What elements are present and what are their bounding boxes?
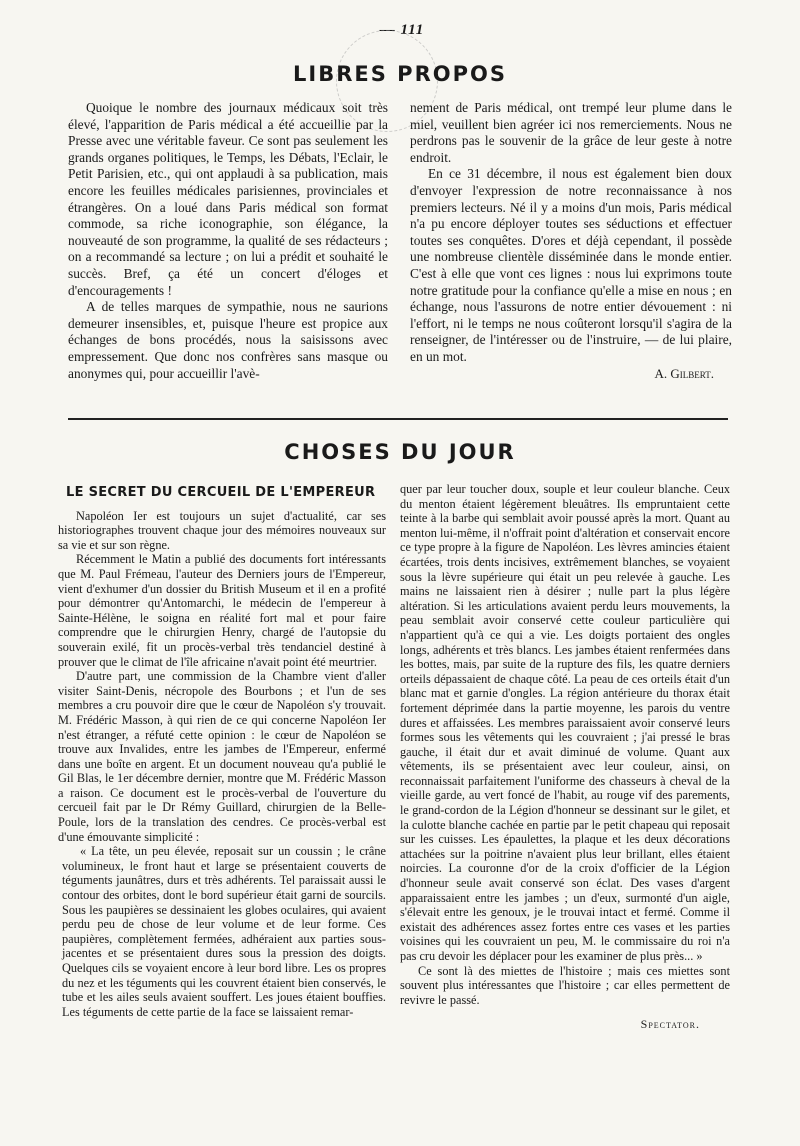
section-divider [68,418,728,420]
paragraph: Napoléon Ier est toujours un sujet d'actualité, car ses historiographes trouvent chaque jour des mémoires nouveaux sur sa vie et sur son règne. [58,508,386,552]
article-subtitle: LE SECRET DU CERCUEIL DE L'EMPEREUR [66,485,376,500]
paragraph: Ce sont là des miettes de l'histoire ; mais ces miettes sont souvent plus intéressantes que l'histoire ; car elles permettent de revivre le passé. [400,963,730,1007]
page-number: — 111 [379,22,425,38]
paragraph: D'autre part, une commission de la Chambre vient d'aller visiter Saint-Denis, nécropole des Bourbons ; et l'un de ses membres a cru pouvoir dire que le cœur de Napoléon s'y trouvait. M. Frédéric Masson, à qui rien de ce qui concerne Napoléon Ier n'est étranger, a réfuté cette opinion : le cœur de Napoléon se trouve aux Invalides, entre les jambes de l'Empereur, enfermé dans une boîte en argent. Et un document nouveau qu'a publié le Gil Blas, le 1er décembre dernier, montre que M. Frédéric Masson a raison. Ce document est le procès-verbal de l'ouverture du cercueil fait par le Dr Rémy Guillard, chirurgien de la Belle-Poule, lors de la translation des cendres. Ce procès-verbal est d'une émouvante simplicité : [58,669,386,844]
quoted-report: « La tête, un peu élevée, reposait sur un coussin ; le crâne volumineux, le front haut et large se présentaient couverts de téguments jaunâtres, durs et très adhérents. Tel paraissait aussi le contour des orbites, dont le bord supérieur était garni de sourcils. Sous les paupières se dessinaient les globes oculaires, qui avaient perdu peu de chose de leur volume et de leur forme. Ces paupières, complètement fermées, adhéraient aux parties sous-jacentes et se présentaient dures sous la pression des doigts. Quelques cils se voyaient encore à leur bord libre. Les os propres du nez et les téguments qui les couvrent étaient bien conservés, le tube et les ailes seuls avaient souffert. Les joues étaient bouffies. Les téguments de cette partie de la face se laissaient remar- [62,844,386,1019]
paragraph: Quoique le nombre des journaux médicaux soit très élevé, l'apparition de Paris médical a été accueillie par la Presse avec une véritable faveur. Ce sont pas seulement les grands organes politiques, le Temps, les Débats, l'Eclair, le Petit Parisien, etc., qui ont applaudi à sa publication, mais encore les feuilles médicales parisiennes, provinciales et étrangères. On a loué dans Paris médical son format commode, sa riche iconographie, son élégance, la nouveauté de son programme, la qualité de ses rédacteurs ; on a recommandé sa lecture ; on lui a prédit et souhaité le succès. Bref, ça été un concert d'éloges et d'encouragements ! [68,100,388,298]
section-title-choses-du-jour: CHOSES DU JOUR [284,440,516,464]
signature-gilbert: A. Gilbert. [654,365,714,381]
paragraph: A de telles marques de sympathie, nous ne saurions demeurer insensibles, et, puisque l'heure est propice aux échanges de bons procédés, nous la saisissons avec empressement. Que donc nos confrères sans masque ou anonymes qui, pour accueillir l'avè- [68,299,388,381]
signature-spectator: Spectator. [640,1017,700,1032]
libres-propos-right-column [410,100,732,382]
paragraph: nement de Paris médical, ont trempé leur plume dans le miel, veuillent bien agréer ici nos remerciements. Nous ne perdrons pas le souvenir de la grâce de leur geste à notre endroit. [410,100,732,165]
choses-du-jour-left-column [58,486,386,1019]
libres-propos-left-column [68,100,388,382]
section-title-libres-propos: LIBRES PROPOS [293,62,507,86]
choses-du-jour-right-column [400,482,730,1032]
paragraph: En ce 31 décembre, il nous est également bien doux d'envoyer l'expression de notre reconnaissance à nos premiers lecteurs. Né il y a moins d'un mois, Paris médical n'a pu encore déployer toutes ses séductions et effectuer toutes ses conquêtes. D'ores et déjà cependant, il possède une nombreuse clientèle disséminée dans le monde entier. C'est à elle que vont ces lignes : nous lui exprimons toute notre gratitude pour la confiance qu'elle a mise en nous ; en échange, nous l'assurons de notre entier dévouement : ni l'effort, ni le temps ne nous coûteront lorsqu'il s'agira de la renseigner, de l'intéresser ou de l'instruire, — de lui plaire, en un mot. [410,166,732,364]
paragraph: Récemment le Matin a publié des documents fort intéressants que M. Paul Frémeau, l'auteur des Derniers jours de l'Empereur, vient d'exhumer d'un dossier du British Museum et il en a profité pour démontrer qu'Antomarchi, le médecin de l'empereur à Sainte-Hélène, le soigna en réalité fort mal et pour faire comprendre que le chirurgien Henry, chargé de l'autopsie du souverain exilé, fit un procès-verbal très tendanciel destiné à prouver que le climat de l'île africaine n'avait point été meurtrier. [58,552,386,669]
quoted-report-continued: quer par leur toucher doux, souple et leur couleur blanche. Ceux du menton étaient légèrement bleuâtres. Ils empruntaient cette teinte à la barbe qui semblait avoir poussé après la mort. Quant au menton lui-même, il n'offrait point d'altération et conservait encore ce type propre à la figure de Napoléon. Les lèvres amincies étaient écartées, trois dents incisives, extrêmement blanches, se voyaient sous la lèvre supérieure qui était un peu relevée à gauche. Les mains ne laissaient rien à désirer ; nulle part la plus légère altération. Si les articulations avaient perdu leurs mouvements, la peau semblait avoir conservé cette couleur particulière qui n'appartient qu'à ce qui a vie. Les doigts portaient des ongles longs, adhérents et très blancs. Les jambes étaient renfermées dans les bottes, mais, par suite de la rupture des fils, les quatre derniers orteils dépassaient de chaque côté. La peau de ces orteils était d'un blanc mat et garnie d'ongles. La région antérieure du thorax était fortement déprimée dans la partie moyenne, les parois du ventre dures et affaissées. Les membres paraissaient avoir conservé leurs formes sous les vêtements qui les couvraient ; j'ai pressé le bras gauche, il était dur et avait diminué de volume. Quant aux vêtements, ils se présentaient avec leur couleur, ainsi, on reconnaissait parfaitement l'uniforme des chasseurs à cheval de la vieille garde, au vert foncé de l'habit, au rouge vif des parements, le grand-cordon de la Légion d'honneur se dessinant sur le gilet, et la culotte blanche cachée en partie par le petit chapeau qui reposait sur les cuisses. Les épaulettes, la plaque et les deux décorations attachées sur la poitrine n'avaient plus leur brillant, elles étaient noircies. La couronne d'or de la croix d'officier de la Légion d'honneur seule avait conservé son éclat. Des vases d'argent apparaissaient entre les jambes ; un d'eux, surmonté d'un aigle, s'élevait entre les genoux, je le trouvai intact et fermé. Comme il existait des adhérences assez fortes entre ces vases et les parties voisines qui les couvraient un peu, M. le commissaire du roi n'a pas cru devoir les déplacer pour les examiner de plus près... » [400,482,730,963]
